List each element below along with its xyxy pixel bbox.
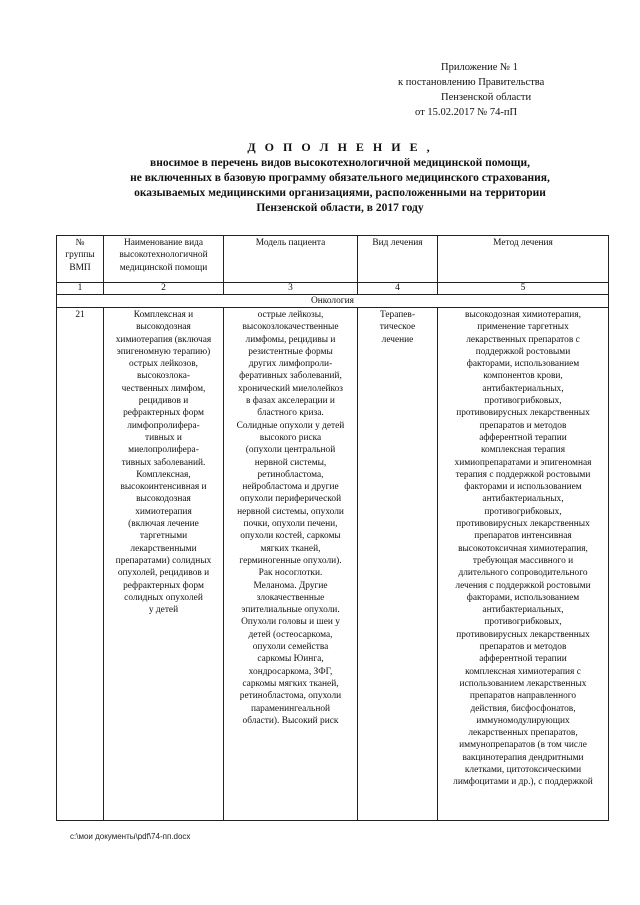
cell-line: феративных заболеваний, — [239, 371, 342, 382]
group-number-cell: 21 — [57, 308, 104, 821]
cell-line: лечения с поддержкой ростовыми — [455, 580, 591, 591]
cell-line: применение таргетных — [477, 322, 569, 333]
cell-line: высокоинтенсивная и — [120, 482, 207, 493]
cell-line: миелопролифера- — [128, 445, 199, 456]
cell-line: Комплексная, — [136, 469, 191, 480]
cell-line: комплексная химиотерапия с — [465, 666, 581, 677]
cell-line: (включая лечение — [128, 519, 199, 530]
table-header-row — [57, 236, 609, 283]
cell-line: ВМП — [69, 262, 91, 273]
section-title: Онкология — [57, 295, 609, 308]
cell-lines — [360, 309, 435, 346]
cell-line: препаратов интенсивная — [474, 531, 572, 542]
cell-line: клетками, цитотоксическими — [464, 764, 582, 775]
cell-line: иммунопрепаратов (в том числе — [459, 740, 587, 751]
cell-line: медицинской помощи — [119, 262, 208, 273]
appendix-block — [398, 60, 598, 120]
cell-line: антибактериальных, — [482, 494, 564, 505]
cell-line: препаратов и методов — [479, 420, 567, 431]
header-patient-model — [224, 236, 358, 283]
cell-line: других лимфопроли- — [248, 359, 333, 370]
cell-line: острые лейкозы, — [257, 310, 324, 320]
cell-line: факторами, использованием — [466, 592, 580, 603]
cell-line: противовирусных лекарственных — [456, 629, 590, 640]
cell-line: области). Высокий риск — [242, 715, 339, 726]
cell-line: высокозлокачественные — [242, 322, 339, 333]
cell-line: Солидные опухоли у детей — [236, 420, 345, 431]
header-cell — [440, 237, 606, 249]
header-group-number — [57, 236, 104, 283]
cell-line: высокозлока- — [136, 371, 191, 382]
cell-line: компонентов крови, — [483, 371, 563, 382]
cell-line: хронический миелолейкоз — [238, 383, 343, 394]
cell-line: высокотоксичная химиотерапия, — [458, 543, 588, 554]
column-number: 5 — [438, 283, 609, 295]
title-heading: Д О П О Л Н Е Н И Е , — [247, 140, 433, 154]
cell-line: химиотерапия — [135, 506, 192, 517]
cell-line: лимфопролифера- — [127, 420, 200, 431]
cell-line: № — [75, 238, 85, 248]
cell-line: опухоли периферической — [239, 494, 342, 505]
column-number: 4 — [358, 283, 438, 295]
cell-line: противогрибковых, — [484, 396, 562, 407]
cell-line: саркомы мягких тканей, — [242, 678, 339, 689]
cell-line: лимфомы, рецидивы и — [245, 334, 336, 345]
cell-line: факторами, использованием — [466, 359, 580, 370]
cell-line: афферентной терапии — [479, 432, 567, 443]
cell-line: высокого риска — [259, 432, 322, 443]
cell-line: параменингеальной — [250, 703, 331, 714]
appendix-number: Приложение № 1 — [441, 62, 518, 73]
column-numbers-row — [57, 283, 609, 295]
treatment-method-cell — [438, 308, 609, 821]
cell-line: мягких тканей, — [260, 543, 321, 554]
title-line: оказываемых медицинскими организациями, расположенными на территории — [134, 187, 546, 199]
cell-line: детей (остеосаркома, — [248, 629, 333, 640]
cell-line: солидных опухолей — [124, 592, 203, 603]
cell-line: противовирусных лекарственных — [456, 519, 590, 530]
cell-line: нервной системы, — [254, 457, 327, 468]
cell-line: бластного криза. — [257, 408, 324, 419]
cell-line: эпигеномную терапию) — [116, 346, 211, 357]
cell-line: терапия с поддержкой ростовыми — [455, 469, 591, 480]
cell-line: лекарственными — [130, 543, 197, 554]
cell-line: Меланома. Другие — [253, 580, 328, 591]
cell-line: саркомы Юинга, — [257, 654, 324, 665]
cell-lines — [106, 309, 221, 616]
cell-line: противогрибковых, — [484, 617, 562, 628]
cell-line: высокодозная — [136, 494, 191, 505]
cell-line: рефрактерных форм — [123, 580, 204, 591]
cell-line: рецидивов и — [138, 396, 189, 407]
cell-line: лекарственных препаратов с — [466, 334, 580, 345]
header-treatment-type — [358, 236, 438, 283]
cell-line: противогрибковых, — [484, 506, 562, 517]
cell-line: опухоли семейства — [252, 642, 329, 653]
vmp-table — [56, 235, 609, 821]
cell-line: опухоли костей, саркомы — [240, 531, 341, 542]
cell-line: у детей — [148, 605, 179, 616]
header-cell — [59, 237, 101, 274]
cell-line: ретинобластома, опухоли — [239, 691, 342, 702]
column-number: 1 — [57, 283, 104, 295]
title-line: не включенных в базовую программу обязательного медицинского страхования, — [130, 172, 550, 184]
section-row — [57, 295, 609, 308]
cell-line: почки, опухоли печени, — [243, 519, 338, 530]
patient-model-cell — [224, 308, 358, 821]
cell-line: требующая массивного и — [472, 555, 574, 566]
cell-line: факторами и использованием — [464, 482, 582, 493]
cell-line: препаратов направленного — [469, 691, 577, 702]
cell-line: антибактериальных, — [482, 605, 564, 616]
cell-line: препаратов и методов — [479, 642, 567, 653]
title-line: вносимое в перечень видов высокотехнологичной медицинской помощи, — [150, 157, 530, 169]
appendix-date: от 15.02.2017 № 74-пП — [415, 107, 518, 118]
cell-line: герминогенные опухоли). — [239, 555, 342, 566]
cell-line: опухолей, рецидивов и — [117, 568, 210, 579]
cell-line: лекарственных препаратов, — [468, 728, 578, 739]
cell-line: тивных заболеваний. — [121, 457, 206, 468]
cell-line: Терапев- — [380, 310, 415, 320]
column-number: 3 — [224, 283, 358, 295]
document-title — [70, 140, 610, 216]
cell-line: иммуномодулирующих — [476, 715, 570, 726]
cell-line: чественных лимфом, — [121, 383, 206, 394]
cell-line: лечение — [381, 334, 414, 345]
cell-line: тивных и — [145, 432, 182, 443]
header-cell — [106, 237, 221, 274]
header-cell — [226, 237, 355, 249]
cell-line: комплексная терапия — [480, 445, 566, 456]
cell-line: препаратами) солидных — [115, 555, 212, 566]
cell-line: острых лейкозов, — [128, 359, 199, 370]
header-care-type — [104, 236, 224, 283]
cell-line: Метод лечения — [493, 238, 553, 248]
cell-line: высокодозная химиотерапия, — [465, 310, 581, 320]
cell-line: хондросаркома, ЗФГ, — [248, 666, 333, 677]
cell-line: высокодозная — [136, 322, 191, 333]
header-treatment-method — [438, 236, 609, 283]
cell-line: противовирусных лекарственных — [456, 408, 590, 419]
cell-line: лимфоцитами и др.), с поддержкой — [453, 777, 593, 788]
cell-line: антибактериальных, — [482, 383, 564, 394]
cell-line: Вид лечения — [372, 238, 423, 248]
cell-line: резистентные формы — [248, 346, 333, 357]
cell-line: афферентной терапии — [479, 654, 567, 665]
cell-line: химиотерапия (включая — [115, 334, 212, 345]
cell-line: эпителиальные опухоли. — [241, 605, 340, 616]
treatment-type-cell — [358, 308, 438, 821]
cell-lines — [226, 309, 355, 727]
cell-line: в фазах акселерации и — [246, 396, 335, 407]
column-number: 2 — [104, 283, 224, 295]
cell-line: таргетными — [139, 531, 188, 542]
cell-line: нейробластома и другие — [242, 482, 339, 493]
cell-line: использованием лекарственных — [459, 678, 587, 689]
cell-lines — [440, 309, 606, 789]
cell-line: ретинобластома, — [257, 469, 324, 480]
appendix-region: Пензенской области — [441, 92, 532, 103]
table-row — [57, 308, 609, 821]
cell-line: высокотехнологичной — [119, 250, 208, 261]
cell-line: Наименование вида — [123, 238, 204, 248]
cell-line: злокачественные — [256, 592, 325, 603]
cell-line: Комплексная и — [133, 310, 194, 320]
cell-line: (опухоли центральной — [245, 445, 336, 456]
cell-line: химиопрепаратами и эпигеномная — [454, 457, 592, 468]
cell-line: группы — [65, 250, 95, 261]
cell-line: действия, бисфосфонатов, — [470, 703, 576, 714]
title-line: Пензенской области, в 2017 году — [256, 202, 424, 214]
cell-line: Рак носоглотки. — [258, 568, 323, 579]
cell-line: поддержкой ростовыми — [475, 346, 571, 357]
cell-line: тическое — [379, 322, 416, 333]
cell-line: нервной системы, опухоли — [237, 506, 344, 517]
cell-line: Опухоли головы и шеи у — [241, 617, 340, 628]
cell-line: Модель пациента — [255, 238, 326, 248]
header-cell — [360, 237, 435, 249]
cell-line: вакцинотерапия дендритными — [462, 752, 584, 763]
cell-line: рефрактерных форм — [123, 408, 204, 419]
care-type-cell — [104, 308, 224, 821]
file-path-footer: c:\мои документы\pdf\74-пп.docx — [70, 832, 191, 841]
cell-line: длительного сопроводительного — [458, 568, 588, 579]
appendix-resolution: к постановлению Правительства — [398, 77, 545, 88]
